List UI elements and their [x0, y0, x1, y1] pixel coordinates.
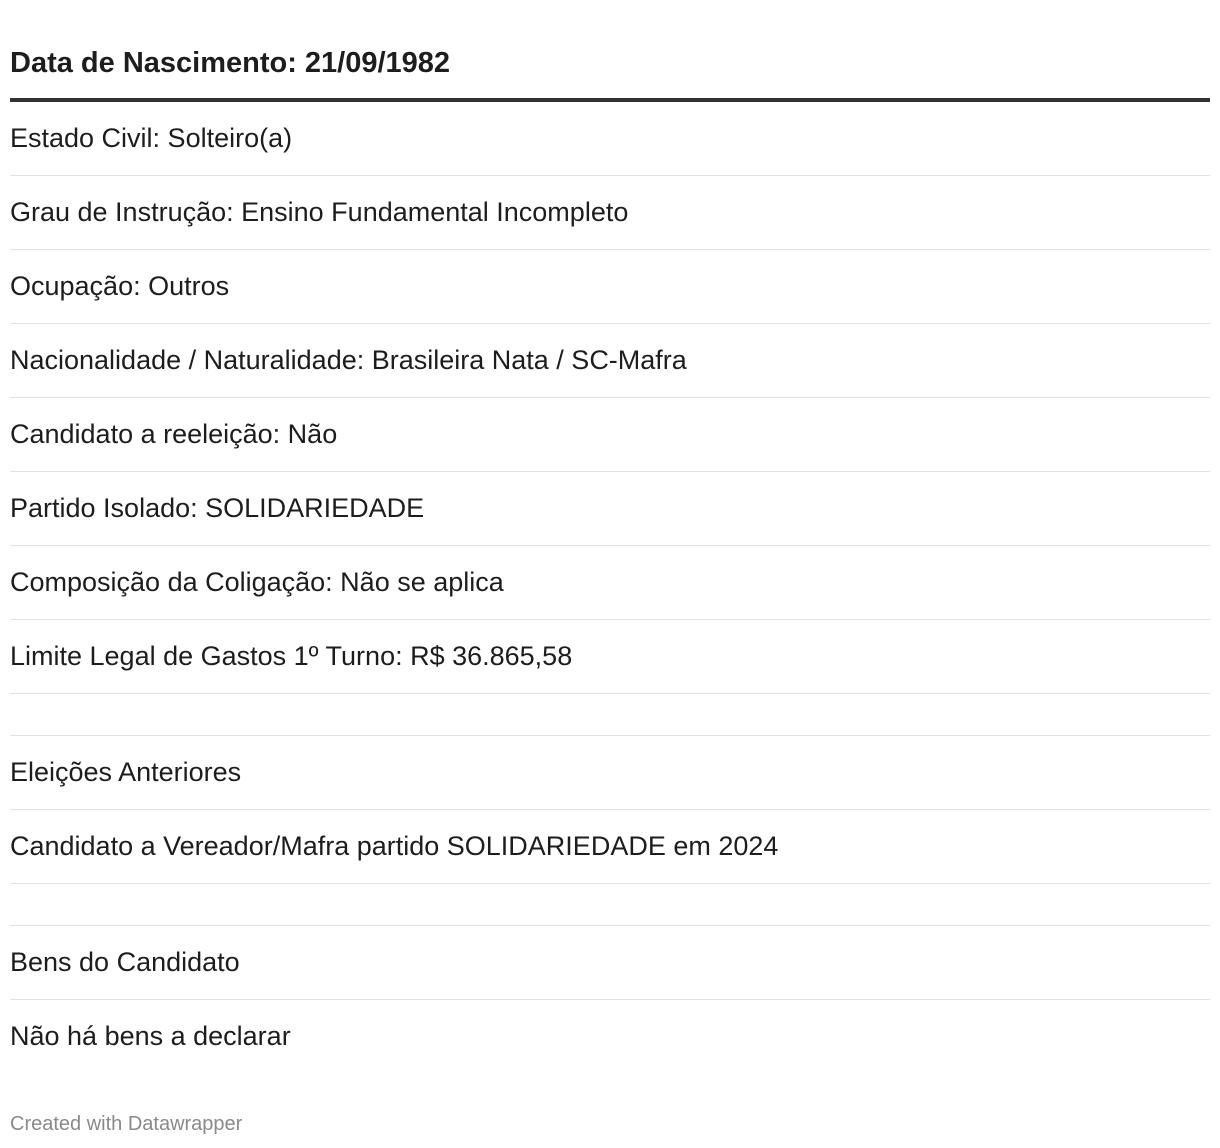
table-row-education — [10, 176, 1210, 250]
table-row-spending-limit — [10, 620, 1210, 694]
table-row-empty — [10, 884, 1210, 926]
table-row-party — [10, 472, 1210, 546]
cell-marital-status: Estado Civil: Solteiro(a) — [10, 123, 293, 153]
cell-reelection: Candidato a reeleição: Não — [10, 419, 338, 449]
cell-previous-election: Candidato a Vereador/Mafra partido SOLIDARIEDADE em 2024 — [10, 831, 779, 861]
cell-party: Partido Isolado: SOLIDARIEDADE — [10, 493, 425, 523]
cell-spending-limit: Limite Legal de Gastos 1º Turno: R$ 36.865,58 — [10, 641, 573, 671]
table-row-reelection — [10, 398, 1210, 472]
cell-education: Grau de Instrução: Ensino Fundamental Incompleto — [10, 197, 629, 227]
cell-occupation: Ocupação: Outros — [10, 271, 230, 301]
table-row-assets-heading — [10, 926, 1210, 1000]
header-birth-date: Data de Nascimento: 21/09/1982 — [10, 47, 451, 79]
table-row-empty — [10, 694, 1210, 736]
table-row-marital-status — [10, 102, 1210, 176]
cell-assets-heading: Bens do Candidato — [10, 947, 240, 977]
table-header — [10, 0, 1210, 102]
cell-nationality: Nacionalidade / Naturalidade: Brasileira Nata / SC-Mafra — [10, 345, 687, 375]
candidate-info-table — [10, 0, 1210, 1073]
cell-coalition: Composição da Coligação: Não se aplica — [10, 567, 504, 597]
table-row-previous-election — [10, 810, 1210, 884]
table-row-occupation — [10, 250, 1210, 324]
table-row-previous-elections-heading — [10, 736, 1210, 810]
cell-assets: Não há bens a declarar — [10, 1021, 291, 1051]
table-row-nationality — [10, 324, 1210, 398]
table-row-coalition — [10, 546, 1210, 620]
cell-previous-elections-heading: Eleições Anteriores — [10, 757, 242, 787]
table-row-assets — [10, 1000, 1210, 1073]
datawrapper-credit: Created with Datawrapper — [10, 1113, 243, 1135]
